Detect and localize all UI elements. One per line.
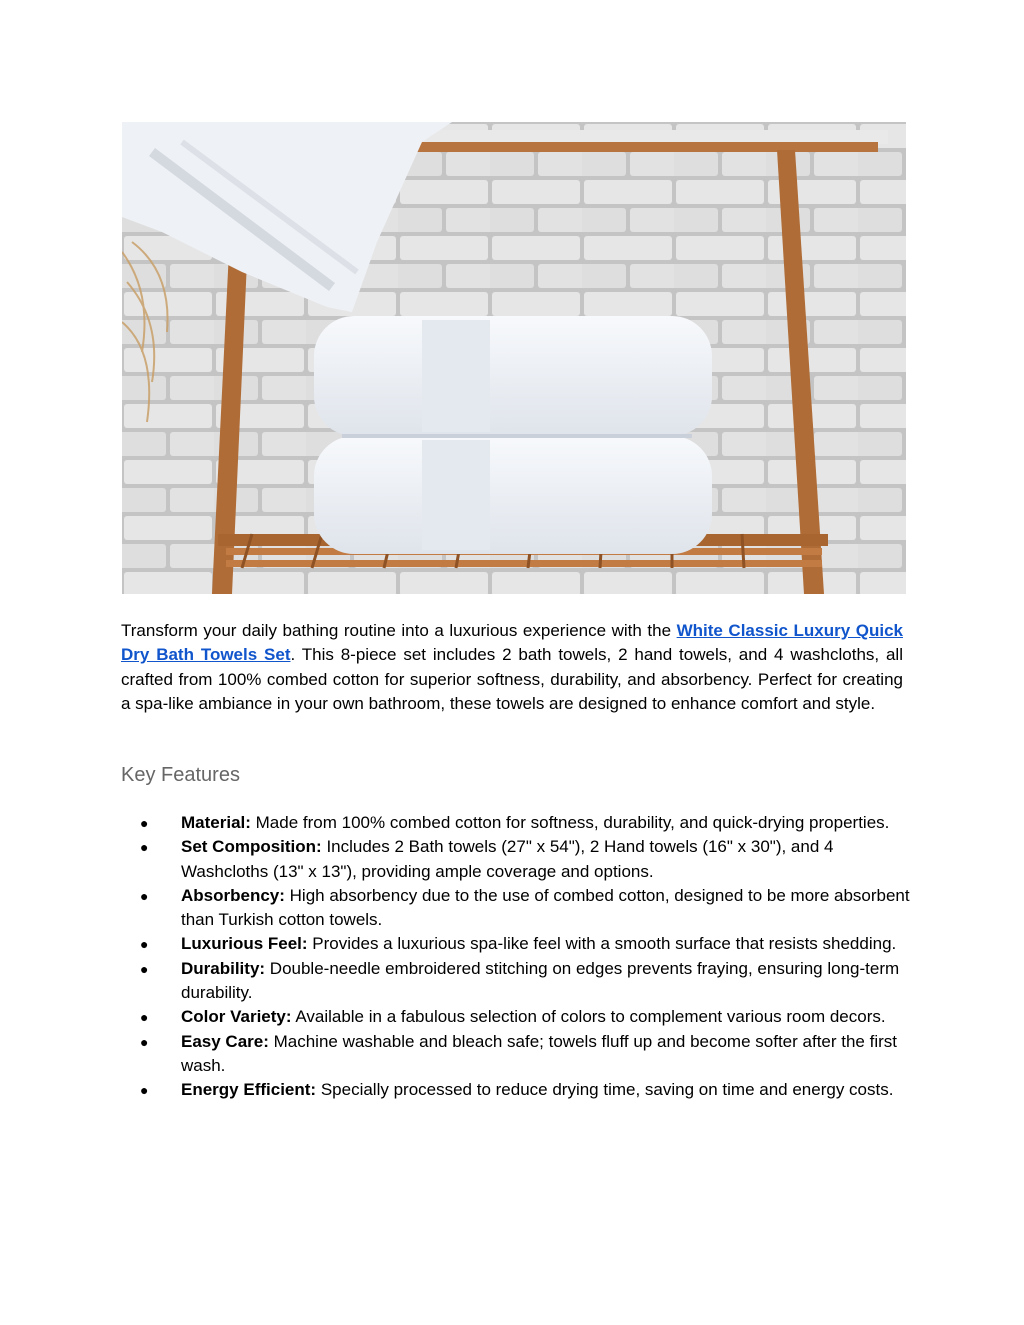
intro-text-after: . This 8-piece set includes 2 bath towels, 2 hand towels, and 4 washcloths, all crafted from 100% combed cotton for superior softness, durability, and absorbency. Perfect for creating a spa-like ambiance in your own bathroom, these towels are designed to enhance comfort and style. — [121, 645, 903, 713]
key-features-heading: Key Features — [121, 764, 240, 786]
feature-text: Double-needle embroidered stitching on edges prevents fraying, ensuring long-term durability. — [181, 958, 900, 1003]
feature-label: Set Composition: — [181, 837, 322, 857]
bullet-icon: ● — [140, 1033, 149, 1050]
feature-text: Made from 100% combed cotton for softness, durability, and quick-drying properties. — [250, 813, 890, 832]
list-item — [121, 1030, 911, 1079]
feature-label: Color Variety: — [181, 1007, 292, 1027]
intro-text-before: Transform your daily bathing routine into a luxurious experience with the — [121, 621, 677, 640]
intro-paragraph — [121, 619, 903, 716]
key-features-list — [121, 811, 911, 1103]
bullet-icon: ● — [140, 887, 149, 904]
feature-text: Specially processed to reduce drying time, saving on time and energy costs. — [316, 1080, 894, 1100]
feature-label: Durability: — [181, 958, 266, 978]
feature-text: Available in a fabulous selection of colors to complement various room decors. — [291, 1007, 886, 1027]
list-item — [121, 811, 911, 835]
feature-label: Luxurious Feel: — [181, 934, 308, 954]
product-link[interactable]: White Classic Luxury Quick Dry Bath Towels Set — [121, 621, 903, 665]
feature-text: Includes 2 Bath towels (27" x 54"), 2 Hand towels (16" x 30"), and 4 Washcloths (13" x 13"), providing ample coverage and options. — [181, 837, 834, 881]
feature-label: Material: — [181, 813, 251, 832]
bullet-icon: ● — [140, 1082, 149, 1099]
bullet-icon: ● — [140, 839, 149, 856]
bullet-icon: ● — [140, 960, 149, 977]
feature-label: Energy Efficient: — [181, 1080, 317, 1100]
list-item — [121, 835, 911, 884]
product-photo — [122, 122, 906, 594]
feature-label: Absorbency: — [181, 885, 285, 905]
list-item — [121, 884, 911, 933]
list-item — [121, 1005, 911, 1029]
feature-text: Provides a luxurious spa-like feel with a smooth surface that resists shedding. — [307, 934, 897, 954]
bullet-icon: ● — [140, 936, 149, 953]
feature-label: Easy Care: — [181, 1031, 269, 1051]
list-item — [121, 932, 911, 956]
list-item — [121, 957, 911, 1006]
bullet-icon: ● — [140, 815, 149, 831]
feature-text: High absorbency due to the use of combed cotton, designed to be more absorbent than Turkish cotton towels. — [181, 885, 910, 930]
list-item — [121, 1078, 911, 1102]
feature-text: Machine washable and bleach safe; towels fluff up and become softer after the first wash. — [181, 1031, 897, 1075]
bullet-icon: ● — [140, 1009, 149, 1026]
